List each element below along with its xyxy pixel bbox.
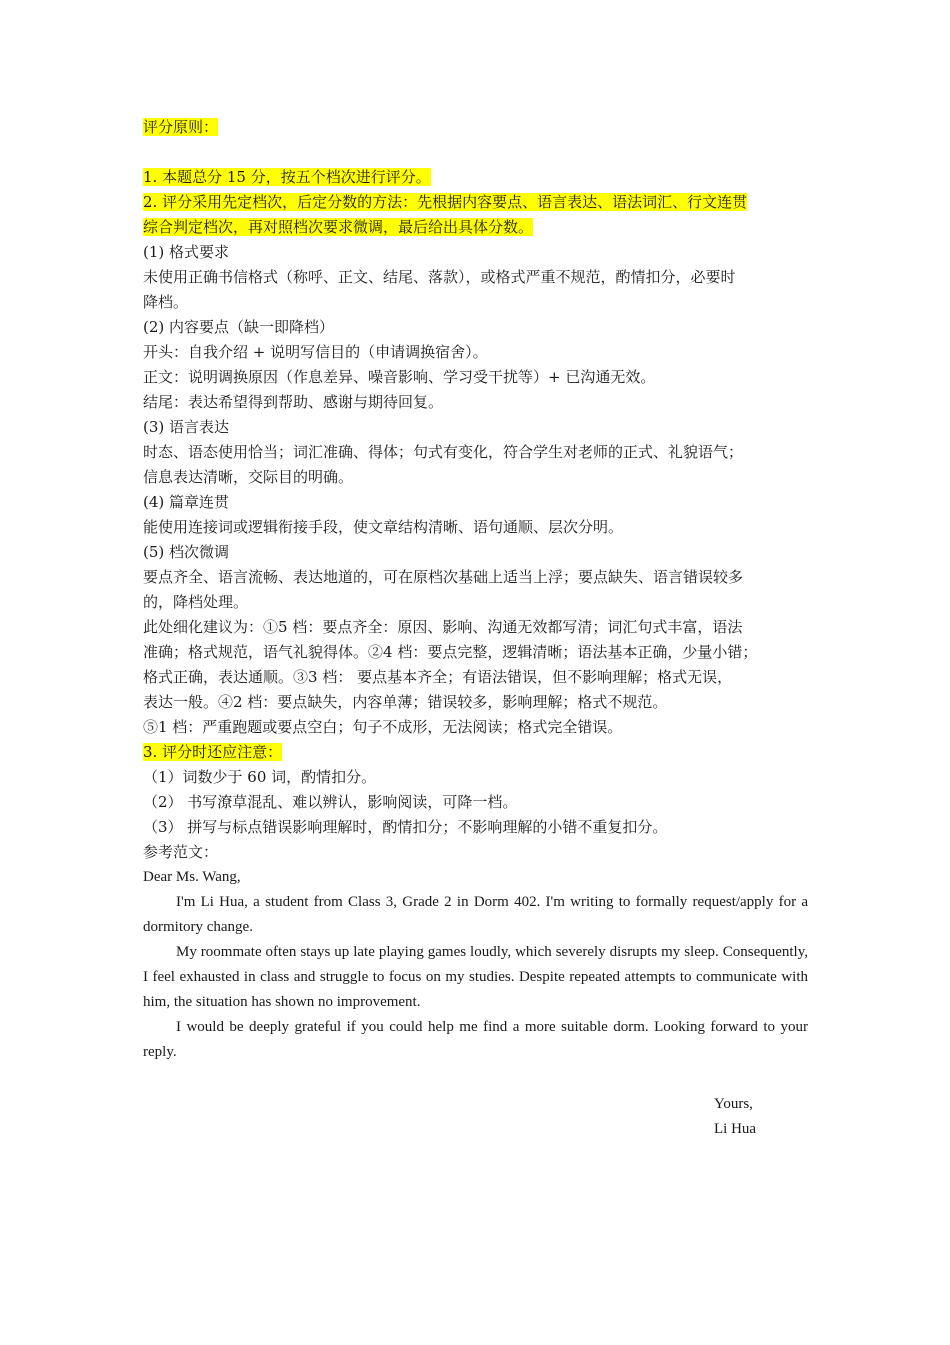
- letter-paragraph-3: I would be deeply grateful if you could help me find a more suitable dorm. Looking forward to your reply.: [143, 1019, 808, 1060]
- language-text-line-1: 时态、语态使用恰当；词汇准确、得体；句式有变化，符合学生对老师的正式、礼貌语气；: [143, 443, 744, 461]
- format-text-line-2: 降档。: [143, 293, 189, 311]
- letter-signoff: [714, 1092, 756, 1142]
- scoring-heading: 评分原则：: [143, 118, 219, 136]
- language-title: (3) 语言表达: [143, 418, 230, 436]
- content-ending: 结尾：表达希望得到帮助、感谢与期待回复。: [143, 393, 444, 411]
- letter-greeting: Dear Ms. Wang,: [143, 869, 241, 885]
- letter-closing: Yours,: [714, 1096, 753, 1112]
- format-text-line-1: 未使用正确书信格式（称呼、正文、结尾、落款），或格式严重不规范，酌情扣分，必要时: [143, 268, 736, 286]
- adjust-title: (5) 档次微调: [143, 543, 230, 561]
- adjust-text-line-2: 的，降档处理。: [143, 593, 249, 611]
- sample-letter: [143, 865, 808, 1065]
- letter-signature: Li Hua: [714, 1121, 757, 1137]
- content-opening: 开头：自我介绍 + 说明写信目的（申请调换宿舍）。: [143, 343, 488, 361]
- document-page: [143, 115, 808, 1065]
- detail-text-line-1: 此处细化建议为：①5 档：要点齐全：原因、影响、沟通无效都写清；词汇句式丰富，语法: [143, 618, 743, 636]
- adjust-text-line-1: 要点齐全、语言流畅、表达地道的，可在原档次基础上适当上浮；要点缺失、语言错误较多: [143, 568, 744, 586]
- notes-title: 3. 评分时还应注意：: [143, 743, 283, 761]
- detail-text-line-2: 准确；格式规范，语气礼貌得体。②4 档：要点完整，逻辑清晰；语法基本正确，少量小错；: [143, 643, 758, 661]
- detail-text-line-5: ⑤1 档：严重跑题或要点空白；句子不成形，无法阅读；格式完全错误。: [143, 718, 623, 736]
- sample-essay-title: 参考范文：: [143, 843, 219, 861]
- scoring-item-1: 1. 本题总分 15 分，按五个档次进行评分。: [143, 168, 431, 186]
- note-1: （1）词数少于 60 词，酌情扣分。: [143, 768, 377, 786]
- spacer: [143, 140, 808, 165]
- letter-paragraph-2: My roommate often stays up late playing games loudly, which severely disrupts my sleep. Consequently, I feel exhausted in class and struggle to focus on my studies. Despite repeated attempts to communicate with him, the situation has shown no improvement.: [143, 944, 808, 1010]
- content-body: 正文：说明调换原因（作息差异、噪音影响、学习受干扰等）+ 已沟通无效。: [143, 368, 656, 386]
- letter-paragraph-1: I'm Li Hua, a student from Class 3, Grade 2 in Dorm 402. I'm writing to formally request/apply for a dormitory change.: [143, 894, 808, 935]
- detail-text-line-3: 格式正确，表达通顺。③3 档： 要点基本齐全；有语法错误，但不影响理解；格式无误，: [143, 668, 733, 686]
- scoring-item-2-line-1: 2. 评分采用先定档次，后定分数的方法：先根据内容要点、语言表达、语法词汇、行文连贯: [143, 193, 748, 211]
- content-title: (2) 内容要点（缺一即降档）: [143, 318, 335, 336]
- language-text-line-2: 信息表达清晰，交际目的明确。: [143, 468, 354, 486]
- coherence-text: 能使用连接词或逻辑衔接手段，使文章结构清晰、语句通顺、层次分明。: [143, 518, 624, 536]
- coherence-title: (4) 篇章连贯: [143, 493, 230, 511]
- detail-text-line-4: 表达一般。④2 档：要点缺失，内容单薄；错误较多，影响理解；格式不规范。: [143, 693, 668, 711]
- format-title: (1) 格式要求: [143, 243, 230, 261]
- note-3: （3） 拼写与标点错误影响理解时，酌情扣分；不影响理解的小错不重复扣分。: [143, 818, 668, 836]
- scoring-item-2-line-2: 综合判定档次，再对照档次要求微调，最后给出具体分数。: [143, 218, 534, 236]
- note-2: （2） 书写潦草混乱、难以辨认，影响阅读，可降一档。: [143, 793, 518, 811]
